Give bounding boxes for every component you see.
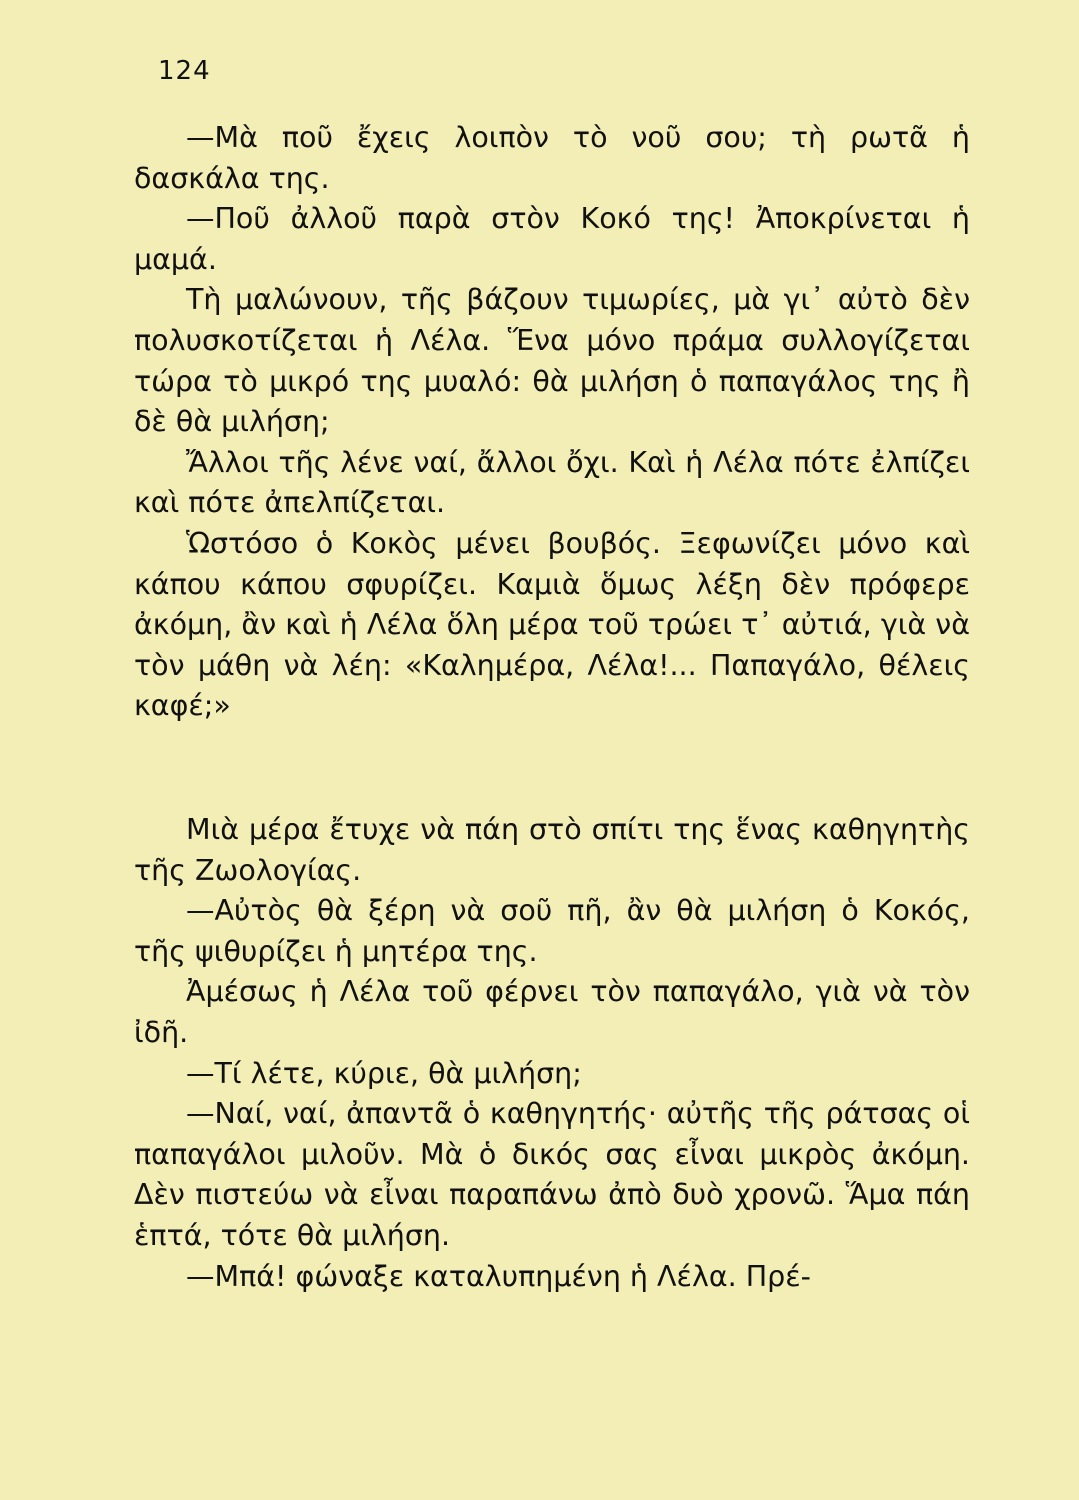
- paragraph: Ἄλλοι τῆς λένε ναί, ἄλλοι ὄχι. Καὶ ἡ Λέλα πότε ἐλπίζει καὶ πότε ἀπελπίζεται.: [134, 445, 970, 520]
- paragraph: Ἀμέσως ἡ Λέλα τοῦ φέρνει τὸν παπαγάλο, γιὰ νὰ τὸν ἰδῆ.: [134, 975, 970, 1049]
- page-number: 124: [158, 56, 211, 86]
- paragraph: —Ναί, ναί, ἀπαντᾶ ὁ καθηγητής· αὐτῆς τῆς ράτσας οἱ παπαγάλοι μιλοῦν. Μὰ ὁ δικός σας εἶναι μικρὸς ἀκόμη. Δὲν πιστεύω νὰ εἶναι παραπάνω ἀπὸ δυὸ χρονῶ. Ἅμα πάη ἑπτά, τότε θὰ μιλήση.: [134, 1097, 970, 1252]
- paragraph: Ὡστόσο ὁ Κοκὸς μένει βουβός. Ξεφωνίζει μόνο καὶ κάπου κάπου σφυρίζει. Καμιὰ ὅμως λέξη δὲν πρόφερε ἀκόμη, ἂν καὶ ἡ Λέλα ὅλη μέρα τοῦ τρώει τ᾽ αὐτιά, γιὰ νὰ τὸν μάθη νὰ λέη: «Καλημέρα, Λέλα!... Παπαγάλο, θέλεις καφέ;»: [134, 526, 970, 723]
- paragraph: —Ποῦ ἀλλοῦ παρὰ στὸν Κοκό της! Ἀποκρίνεται ἡ μαμά.: [134, 202, 970, 276]
- paragraph: Μιὰ μέρα ἔτυχε νὰ πάη στὸ σπίτι της ἕνας καθηγητὴς τῆς Ζωολογίας.: [134, 813, 970, 887]
- paragraph: —Αὐτὸς θὰ ξέρη νὰ σοῦ πῆ, ἂν θὰ μιλήση ὁ Κοκός, τῆς ψιθυρίζει ἡ μητέρα της.: [134, 894, 970, 968]
- text-section-two: [134, 810, 970, 1297]
- paragraph: —Μπά! φώναξε καταλυπημένη ἡ Λέλα. Πρέ-: [186, 1259, 811, 1293]
- paragraph: —Μὰ ποῦ ἔχεις λοιπὸν τὸ νοῦ σου; τὴ ρωτᾶ ἡ δασκάλα της.: [134, 121, 970, 195]
- paragraph: —Τί λέτε, κύριε, θὰ μιλήση;: [186, 1056, 582, 1090]
- paragraph: Τὴ μαλώνουν, τῆς βάζουν τιμωρίες, μὰ γι᾽ αὐτὸ δὲν πολυσκοτίζεται ἡ Λέλα. Ἕνα μόνο πράμα συλλογίζεται τώρα τὸ μικρό της μυαλό: θὰ μιλήση ὁ παπαγάλος της ἢ δὲ θὰ μιλήση;: [134, 283, 970, 439]
- text-section-one: [134, 118, 970, 727]
